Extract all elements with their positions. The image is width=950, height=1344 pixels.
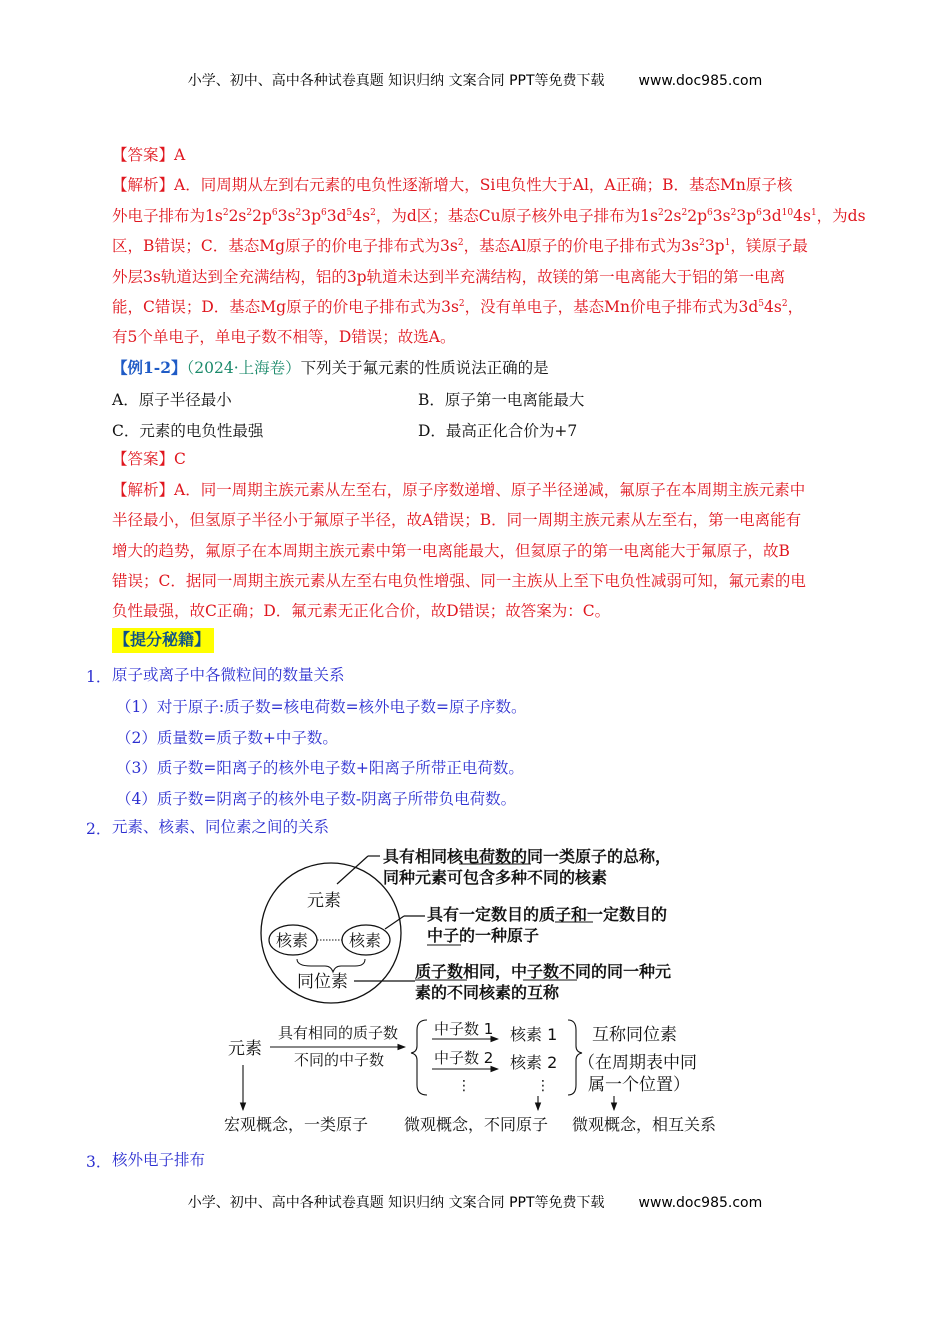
example-label: 【例1-2】 — [112, 358, 187, 377]
analysis-2-line-4: 错误；C．据同一周期主族元素从左至右电负性增强、同一主族从上至下电负性减弱可知，氟元素的电 — [112, 572, 806, 590]
section-1-item-3: （3）质子数=阳离子的核外电子数+阳离子所带正电荷数。 — [116, 759, 524, 777]
flow-dots-right: ⋮ — [536, 1078, 550, 1094]
analysis-1-line-3: 区，B错误；C．基态Mg原子的价电子排布式为$3s^2$，基态Al原子的价电子排布式为$3s^23p^1$，镁原子最 — [112, 237, 808, 255]
section-1-number: 1． — [86, 668, 112, 686]
section-1-item-1: （1）对于原子:质子数=核电荷数=核外电子数=原子序数。 — [116, 698, 527, 716]
analysis-2-line-5: 负性最强，故C正确；D．氟元素无正化合价，故D错误；故答案为：C。 — [112, 602, 611, 620]
flow-nuclide-2: 核素 2 — [510, 1053, 558, 1072]
page-header — [0, 70, 950, 90]
option-a: A．原子半径最小 — [112, 391, 232, 409]
analysis-2-line-1: 【解析】A．同一周期主族元素从左至右，原子序数递增、原子半径递减，氟原子在本周期主族元素中 — [112, 481, 806, 499]
analysis-2-line-2: 半径最小，但氢原子半径小于氟原子半径，故A错误；B．同一周期主族元素从左至右，第一电离能有 — [112, 511, 802, 529]
desc-isotope-2: 素的不同核素的互称 — [415, 983, 560, 1002]
option-b: B．原子第一电离能最大 — [418, 391, 585, 409]
flow-nuclide-1: 核素 1 — [510, 1025, 558, 1044]
flow-diff-neutrons: 不同的中子数 — [294, 1051, 385, 1069]
section-1-item-4: （4）质子数=阴离子的核外电子数-阴离子所带负电荷数。 — [116, 790, 517, 808]
header-text: 小学、初中、高中各种试卷真题 知识归纳 文案合同 PPT等免费下载 — [187, 73, 605, 89]
analysis-2-line-3: 增大的趋势，氟原子在本周期主族元素中第一电离能最大，但氦原子的第一电离能大于氟原子，故B — [112, 542, 790, 560]
flow-neutron-1: 中子数 1 — [434, 1020, 494, 1038]
diagram-element-label: 元素 — [307, 891, 341, 911]
section-2-title: 元素、核素、同位素之间的关系 — [112, 818, 330, 836]
footer-text: 小学、初中、高中各种试卷真题 知识归纳 文案合同 PPT等免费下载 — [187, 1195, 605, 1211]
footer-url[interactable]: www.doc985.com — [638, 1195, 763, 1211]
option-c: C．元素的电负性最强 — [112, 422, 264, 440]
desc-element-2: 同种元素可包含多种不同的核素 — [383, 868, 608, 887]
flow-element-label: 元素 — [228, 1039, 262, 1059]
analysis-1-line-6: 有5个单电子，单电子数不相等，D错误；故选A。 — [112, 328, 456, 346]
diagram-isotope-label: 同位素 — [297, 972, 348, 992]
section-3-number: 3． — [86, 1153, 112, 1171]
section-1-title: 原子或离子中各微粒间的数量关系 — [112, 666, 345, 684]
option-d: D．最高正化合价为+7 — [418, 422, 578, 440]
flow-neutron-2: 中子数 2 — [434, 1049, 494, 1067]
flow-macro-concept: 宏观概念，一类原子 — [224, 1115, 369, 1134]
flow-isotope-1: 互称同位素 — [592, 1025, 677, 1045]
diagram-nuclide-left: 核素 — [276, 931, 309, 950]
desc-nuclide-1: 具有一定数目的质子和一定数目的 — [427, 905, 668, 924]
section-3-title: 核外电子排布 — [112, 1151, 206, 1169]
page-footer — [0, 1192, 950, 1212]
flow-micro-concept: 微观概念，不同原子 — [404, 1115, 549, 1134]
analysis-1-line-4: 外层3s轨道达到全充满结构，铝的3p轨道未达到半充满结构，故镁的第一电离能大于铝的第一电离 — [112, 268, 786, 286]
header-url[interactable]: www.doc985.com — [638, 73, 763, 89]
desc-isotope-1: 质子数相同，中子数不同的同一种元 — [415, 962, 672, 981]
answer-1: 【答案】A — [112, 146, 186, 164]
diagram-nuclide-right: 核素 — [349, 931, 382, 950]
example-question-text: 下列关于氟元素的性质说法正确的是 — [300, 359, 549, 377]
flow-dots-left: ⋮ — [457, 1078, 471, 1094]
flow-isotope-3: 属一个位置） — [588, 1075, 690, 1095]
analysis-1-line-1: 【解析】A．同周期从左到右元素的电负性逐渐增大，Si电负性大于Al，A正确；B．基态Mn原子核 — [112, 176, 793, 194]
answer-2: 【答案】C — [112, 450, 186, 468]
flow-relation-concept: 微观概念，相互关系 — [572, 1115, 717, 1134]
element-nuclide-isotope-diagram — [255, 840, 735, 1010]
element-concept-flow-diagram — [220, 1010, 760, 1140]
flow-same-protons: 具有相同的质子数 — [278, 1024, 399, 1042]
example-question — [112, 358, 549, 378]
analysis-1-line-2: 外电子排布为$1s^22s^22p^63s^23p^63d^54s^2$，为d区；基态Cu原子核外电子排布为$1s^22s^22p^63s^23p^63d^{10}4s^1$，为ds — [112, 207, 866, 225]
section-2-number: 2． — [86, 820, 112, 838]
example-source: （2024·上海卷） — [186, 359, 301, 377]
desc-element-1: 具有相同核电荷数的同一类原子的总称， — [383, 847, 672, 866]
desc-nuclide-2: 中子的一种原子 — [427, 926, 540, 945]
flow-isotope-2: （在周期表中同 — [578, 1053, 697, 1073]
tips-label: 【提分秘籍】 — [112, 628, 214, 653]
section-1-item-2: （2）质量数=质子数+中子数。 — [116, 729, 338, 747]
analysis-1-line-5: 能，C错误；D．基态Mg原子的价电子排布式为$3s^2$，没有单电子，基态Mn价电子排布式为$3d^54s^2$， — [112, 298, 804, 316]
